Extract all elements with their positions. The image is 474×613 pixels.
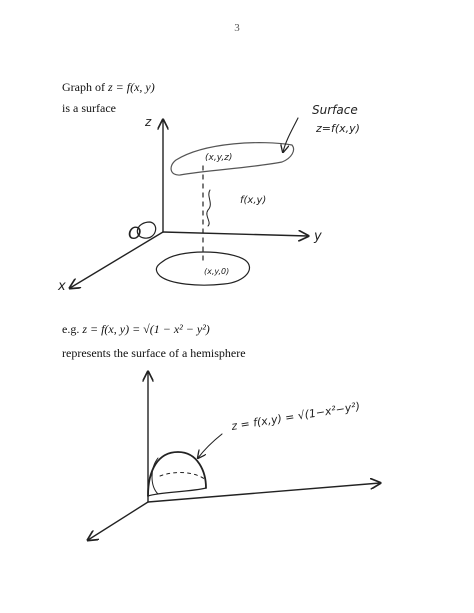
origin-label: O [128, 224, 142, 244]
graph-caption-formula: z = f(x, y) [107, 80, 155, 94]
example-formula: z = f(x, y) = √(1 − x² − y²) [82, 322, 210, 336]
hemi-x-axis [88, 502, 148, 540]
surface-equation: z=f(x,y) [316, 122, 360, 135]
hemisphere-equation: z = f(x,y) = √(1−x²−y²) [230, 399, 361, 433]
diagram-graph-surface [70, 118, 308, 288]
hemisphere-caption: represents the surface of a hemisphere [62, 346, 246, 360]
x-axis-label: x [58, 279, 66, 294]
hemisphere-dashed-edge [160, 473, 206, 480]
surface-caption: is a surface [62, 101, 116, 115]
page-number: 3 [234, 22, 240, 34]
y-axis-label: y [314, 229, 322, 244]
z-axis-label: z [145, 115, 152, 129]
base-point-label: (x,y,0) [204, 267, 230, 276]
surface-pointer [283, 118, 298, 152]
x-axis [70, 232, 163, 288]
example-formula-line [62, 322, 210, 337]
hemi-y-axis [148, 483, 380, 502]
example-prefix: e.g. [62, 322, 80, 336]
surface-label: Surface [312, 103, 358, 117]
height-brace [207, 190, 210, 226]
surface-point-label: (x,y,z) [205, 153, 233, 163]
graph-caption-prefix: Graph of [62, 80, 105, 94]
y-axis [163, 232, 308, 236]
diagram-hemisphere [88, 372, 380, 540]
hemisphere-pointer [198, 434, 222, 458]
height-label: f(x,y) [240, 195, 267, 206]
